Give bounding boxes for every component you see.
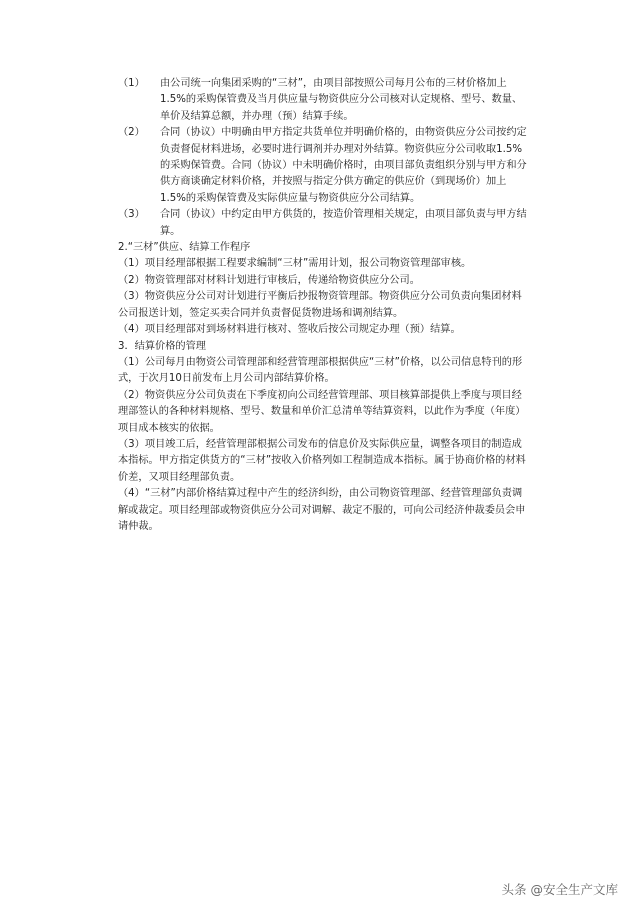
clause-number: （2） bbox=[118, 127, 145, 139]
section-3-paragraph: （1）公司每月由物资公司管理部和经营管理部根据供应“三材”价格，以公司信息特刊的形式，于次月10日前发布上月公司内部结算价格。 bbox=[118, 356, 523, 385]
clause-text: 合同（协议）中明确由甲方指定共货单位并明确价格的，由物资供应分公司按约定负责督促材料进场，必要时进行调剂并办理对外结算。物资供应分公司收取1.5%的采购保管费。合同（协议）中未明确价格时，由项目部负责组织分别与甲方和分供方商谈确定材料价格，并按照与指定分供方确定的供应价（到现场价）加上1.5%的采购保管费及实际供应量与物资供应分公司结算。 bbox=[160, 127, 527, 204]
section-2-paragraph: （3）物资供应分公司对计划进行平衡后抄报物资管理部。物资供应分公司负责向集团材料公司报送计划，签定买卖合同并负责督促货物进场和调剂结算。 bbox=[118, 291, 522, 319]
clause-text: 合同（协议）中约定由甲方供货的，按造价管理相关规定，由项目部负责与甲方结算。 bbox=[160, 209, 527, 237]
section-2-paragraph: （2）物资管理部对材料计划进行审核后，传递给物资供应分公司。 bbox=[118, 274, 420, 286]
clause-1 bbox=[118, 76, 530, 125]
clause-number: （1） bbox=[118, 78, 145, 89]
section-3-paragraph: （2）物资供应分公司负责在下季度初向公司经营管理部、项目核算部提供上季度与项目经理部签认的各种材料规格、型号、数量和单价汇总清单等结算资料，以此作为季度（年度）项目成本核实的依据。 bbox=[118, 389, 526, 434]
section-2-heading: 2.“三材”供应、结算工作程序 bbox=[118, 242, 251, 254]
clause-2 bbox=[118, 125, 530, 207]
clause-text: 由公司统一向集团采购的“三材”，由项目部按照公司每月公布的三材价格加上1.5%的采购保管费及当月供应量与物资供应分公司核对认定规格、型号、数量、单价及结算总额，并办理（预）结算手续。 bbox=[160, 78, 523, 122]
section-2-paragraph: （1）项目经理部根据工程要求编制“三材”需用计划，报公司物资管理部审核。 bbox=[118, 258, 472, 270]
section-2-paragraph: （4）项目经理部对到场材料进行核对、签收后按公司规定办理（预）结算。 bbox=[118, 324, 461, 336]
section-3-paragraph: （3）项目竣工后，经营管理部根据公司发布的信息价及实际供应量，调整各项目的制造成本指标。甲方指定供货方的“三材”按收入价格列如工程制造成本指标。属于协商价格的材料价差，又项目经理部负责。 bbox=[118, 438, 526, 483]
section-3-heading: 3．结算价格的管理 bbox=[118, 340, 206, 352]
clause-number: （3） bbox=[118, 209, 145, 221]
clause-3 bbox=[118, 207, 530, 240]
document-body bbox=[118, 76, 530, 535]
watermark-text: 头条 @安全生产文库 bbox=[501, 882, 618, 897]
section-3-paragraph: （4）“三材”内部价格结算过程中产生的经济纠纷，由公司物资管理部、经营管理部负责调解或裁定。项目经理部或物资供应分公司对调解、裁定不服的，可向公司经济仲裁委员会申请仲裁。 bbox=[118, 488, 526, 532]
